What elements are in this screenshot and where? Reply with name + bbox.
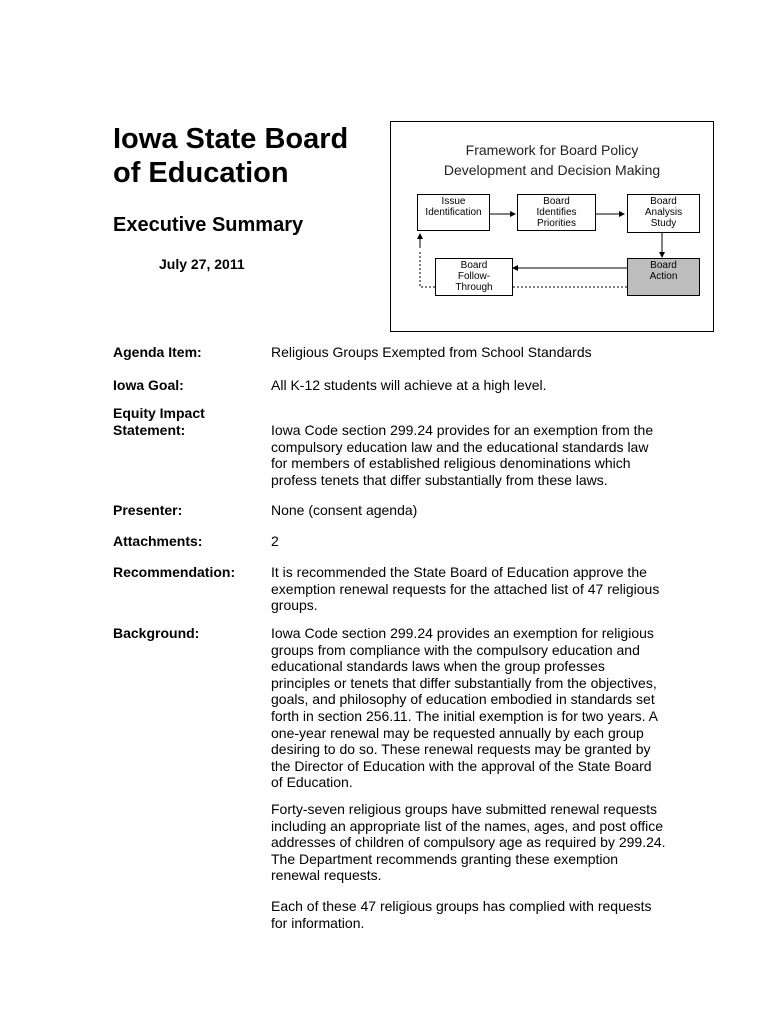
box-board-identifies-priorities: Board Identifies Priorities: [517, 194, 596, 231]
meeting-date: July 27, 2011: [159, 256, 245, 272]
background-label: Background:: [113, 625, 200, 641]
attachments-label: Attachments:: [113, 533, 203, 549]
dashed-loop-left: [420, 250, 435, 287]
framework-title-line-2: Development and Decision Making: [443, 162, 661, 178]
background-paragraph-1: Iowa Code section 299.24 provides an exemption for religious groups from compliance with the compulsory education and educational standards laws when the group professes principles or tenets that differ substantially from the objectives, goals, and philosophy of education embodied in standards set forth in section 256.11. The initial exemption is for two years. A one-year renewal may be requested annually by each group desiring to do so. These renewal requests may be granted by the Director of Education with the approval of the State Board of Education.: [271, 625, 658, 791]
presenter-value: None (consent agenda): [271, 502, 418, 518]
recommendation-value: It is recommended the State Board of Education approve the exemption renewal requests for the attached list of 47 religious groups.: [271, 564, 660, 614]
iowa-goal-label: Iowa Goal:: [113, 377, 184, 393]
background-paragraph-2: Forty-seven religious groups have submitted renewal requests including an appropriate list of the names, ages, and post office addresses of children of compulsory age as required by 299.24. The Department recommends granting these exemption renewal requests.: [271, 801, 666, 884]
recommendation-label: Recommendation:: [113, 564, 236, 580]
box-board-follow-through: Board Follow- Through: [435, 258, 513, 296]
framework-title-line-1: Framework for Board Policy: [465, 142, 639, 158]
equity-impact-label: Equity Impact Statement:: [113, 405, 205, 438]
presenter-label: Presenter:: [113, 502, 183, 518]
attachments-value: 2: [271, 533, 279, 549]
box-issue-identification: Issue Identification: [417, 194, 490, 231]
title-line-2: of Education: [113, 157, 289, 189]
iowa-goal-value: All K-12 students will achieve at a high level.: [271, 377, 547, 393]
agenda-item-value: Religious Groups Exempted from School Standards: [271, 344, 592, 360]
equity-impact-value: Iowa Code section 299.24 provides for an exemption from the compulsory education law and the educational standards law for members of established religious denominations which profess tenets that differ substantially from these laws.: [271, 422, 654, 488]
background-paragraph-3: Each of these 47 religious groups has complied with requests for information.: [271, 898, 652, 931]
executive-summary-heading: Executive Summary: [113, 214, 304, 236]
framework-diagram: [390, 121, 714, 332]
box-board-action: Board Action: [627, 258, 700, 296]
title-line-1: Iowa State Board: [113, 123, 349, 155]
box-board-analysis-study: Board Analysis Study: [627, 194, 700, 233]
agenda-item-label: Agenda Item:: [113, 344, 202, 360]
page-title: [113, 122, 388, 190]
